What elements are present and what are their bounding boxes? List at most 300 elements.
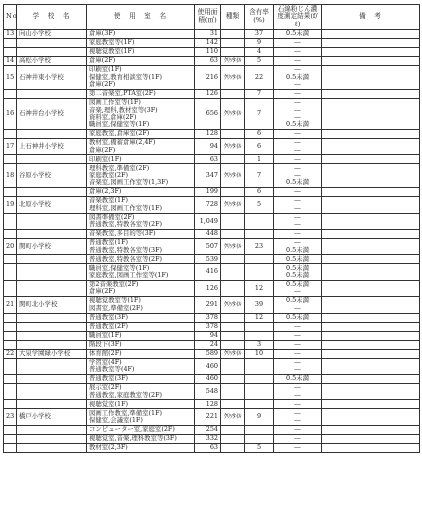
school-name bbox=[17, 322, 87, 331]
dust-result: ― bbox=[274, 443, 322, 452]
area-value: 460 bbox=[195, 358, 221, 374]
school-name bbox=[17, 229, 87, 238]
content-percent: 5 bbox=[245, 57, 274, 66]
content-percent bbox=[245, 358, 274, 374]
note-cell bbox=[322, 280, 420, 296]
note-cell bbox=[322, 255, 420, 264]
area-value: 378 bbox=[195, 322, 221, 331]
area-value: 221 bbox=[195, 409, 221, 425]
material-type bbox=[221, 322, 245, 331]
note-cell bbox=[322, 188, 420, 197]
note-cell bbox=[322, 138, 420, 154]
school-name bbox=[17, 400, 87, 409]
content-percent: 3 bbox=[245, 340, 274, 349]
content-percent bbox=[245, 434, 274, 443]
note-cell bbox=[322, 297, 420, 313]
room-name: 印刷室(1F) bbox=[87, 155, 195, 164]
school-name: 上石神井小学校 bbox=[17, 138, 87, 154]
row-number: 23 bbox=[4, 409, 17, 425]
room-name: 印刷室(1F) 保健室,教育相談室等(1F) 倉庫(2F) bbox=[87, 66, 195, 90]
material-type bbox=[221, 340, 245, 349]
table-header-row bbox=[4, 5, 420, 30]
dust-result: ― 0.5未満 bbox=[274, 238, 322, 254]
row-number bbox=[4, 229, 17, 238]
school-name bbox=[17, 331, 87, 340]
table-row bbox=[4, 155, 420, 164]
note-cell bbox=[322, 383, 420, 399]
row-number: 14 bbox=[4, 57, 17, 66]
room-name: 第二音楽室,PTA室(2F) bbox=[87, 89, 195, 98]
school-name: 関町北小学校 bbox=[17, 297, 87, 313]
table-row bbox=[4, 264, 420, 280]
table-row bbox=[4, 164, 420, 188]
table-row bbox=[4, 89, 420, 98]
school-name: 橋戸小学校 bbox=[17, 409, 87, 425]
note-cell bbox=[322, 197, 420, 213]
content-percent: 6 bbox=[245, 129, 274, 138]
note-cell bbox=[322, 238, 420, 254]
area-value: 589 bbox=[195, 349, 221, 358]
area-value: 63 bbox=[195, 155, 221, 164]
row-number: 20 bbox=[4, 238, 17, 254]
row-number bbox=[4, 331, 17, 340]
table-row bbox=[4, 229, 420, 238]
dust-result: ― bbox=[274, 434, 322, 443]
material-type bbox=[221, 229, 245, 238]
content-percent: 10 bbox=[245, 349, 274, 358]
table-row bbox=[4, 340, 420, 349]
table-row bbox=[4, 374, 420, 383]
note-cell bbox=[322, 48, 420, 57]
dust-result: ― bbox=[274, 229, 322, 238]
room-name: 倉庫(2,3F) bbox=[87, 188, 195, 197]
dust-result: ― bbox=[274, 89, 322, 98]
material-type bbox=[221, 400, 245, 409]
table-row bbox=[4, 409, 420, 425]
material-type bbox=[221, 39, 245, 48]
material-type bbox=[221, 425, 245, 434]
dust-result: 0.5未満 0.5未満 bbox=[274, 264, 322, 280]
dust-result: ― bbox=[274, 129, 322, 138]
content-percent bbox=[245, 383, 274, 399]
material-type bbox=[221, 434, 245, 443]
room-name: 職員室,保健室等(1F) 家庭教室,図画工作室等(1F) bbox=[87, 264, 195, 280]
header-no: No bbox=[4, 5, 17, 30]
material-type bbox=[221, 188, 245, 197]
table-row bbox=[4, 280, 420, 296]
table-row bbox=[4, 322, 420, 331]
note-cell bbox=[322, 98, 420, 129]
school-name bbox=[17, 255, 87, 264]
note-cell bbox=[322, 229, 420, 238]
material-type: ｸﾘｿﾀｲﾙ bbox=[221, 409, 245, 425]
content-percent: 7 bbox=[245, 164, 274, 188]
row-number: 17 bbox=[4, 138, 17, 154]
dust-result: ― bbox=[274, 155, 322, 164]
table-row bbox=[4, 443, 420, 452]
note-cell bbox=[322, 400, 420, 409]
row-number bbox=[4, 374, 17, 383]
dust-result: ― ― bbox=[274, 409, 322, 425]
room-name: 理科教室,準備室(2F) 家庭教室(2F) 音楽室,図画工作室等(1,3F) bbox=[87, 164, 195, 188]
area-value: 216 bbox=[195, 66, 221, 90]
row-number bbox=[4, 280, 17, 296]
school-name bbox=[17, 89, 87, 98]
room-name: 普通教室(3F) bbox=[87, 313, 195, 322]
row-number bbox=[4, 213, 17, 229]
note-cell bbox=[322, 89, 420, 98]
room-name: 職員室(1F) bbox=[87, 331, 195, 340]
header-result: 石綿粉じん濃度測定結果(f/ℓ) bbox=[274, 5, 322, 30]
content-percent bbox=[245, 400, 274, 409]
material-type bbox=[221, 383, 245, 399]
note-cell bbox=[322, 155, 420, 164]
table-row bbox=[4, 349, 420, 358]
content-percent bbox=[245, 374, 274, 383]
content-percent: 1 bbox=[245, 155, 274, 164]
note-cell bbox=[322, 331, 420, 340]
school-name bbox=[17, 383, 87, 399]
row-number bbox=[4, 443, 17, 452]
school-name: 高松小学校 bbox=[17, 57, 87, 66]
content-percent: 37 bbox=[245, 30, 274, 39]
content-percent: 39 bbox=[245, 297, 274, 313]
table-row bbox=[4, 197, 420, 213]
dust-result: ― ― bbox=[274, 213, 322, 229]
note-cell bbox=[322, 39, 420, 48]
school-name: 石神井台小学校 bbox=[17, 98, 87, 129]
material-type bbox=[221, 255, 245, 264]
material-type: ｸﾘｿﾀｲﾙ bbox=[221, 66, 245, 90]
area-value: 128 bbox=[195, 400, 221, 409]
room-name: 教材室,備蓄倉庫(2,4F) 倉庫(2F) bbox=[87, 138, 195, 154]
note-cell bbox=[322, 66, 420, 90]
school-name bbox=[17, 340, 87, 349]
note-cell bbox=[322, 434, 420, 443]
note-cell bbox=[322, 129, 420, 138]
area-value: 110 bbox=[195, 48, 221, 57]
content-percent bbox=[245, 331, 274, 340]
area-value: 460 bbox=[195, 374, 221, 383]
school-name: 石神井東小学校 bbox=[17, 66, 87, 90]
area-value: 347 bbox=[195, 164, 221, 188]
content-percent bbox=[245, 425, 274, 434]
area-value: 199 bbox=[195, 188, 221, 197]
dust-result: ― bbox=[274, 340, 322, 349]
dust-result: 0.5未満 bbox=[274, 30, 322, 39]
note-cell bbox=[322, 57, 420, 66]
school-name: 関町小学校 bbox=[17, 238, 87, 254]
note-cell bbox=[322, 322, 420, 331]
dust-result: ― bbox=[274, 322, 322, 331]
row-number: 22 bbox=[4, 349, 17, 358]
header-note: 備 考 bbox=[322, 5, 420, 30]
dust-result: ― ― bbox=[274, 383, 322, 399]
room-name: 図画工作室等(1F) 音楽,理科,教材室等(3F) 資料室,倉庫(2F) 職員室,保健室等(1F) bbox=[87, 98, 195, 129]
material-type bbox=[221, 358, 245, 374]
table-row bbox=[4, 39, 420, 48]
material-type bbox=[221, 374, 245, 383]
row-number: 16 bbox=[4, 98, 17, 129]
material-type bbox=[221, 48, 245, 57]
header-school: 学 校 名 bbox=[17, 5, 87, 30]
note-cell bbox=[322, 443, 420, 452]
table-row bbox=[4, 434, 420, 443]
content-percent bbox=[245, 264, 274, 280]
table-row bbox=[4, 297, 420, 313]
school-name: 谷原小学校 bbox=[17, 164, 87, 188]
content-percent bbox=[245, 213, 274, 229]
content-percent: 22 bbox=[245, 66, 274, 90]
school-name bbox=[17, 39, 87, 48]
room-name: コンピューター室,家庭室(2F) bbox=[87, 425, 195, 434]
area-value: 94 bbox=[195, 331, 221, 340]
asbestos-survey-table bbox=[3, 4, 420, 453]
school-name bbox=[17, 443, 87, 452]
area-value: 728 bbox=[195, 197, 221, 213]
material-type bbox=[221, 443, 245, 452]
row-number bbox=[4, 322, 17, 331]
note-cell bbox=[322, 349, 420, 358]
area-value: 507 bbox=[195, 238, 221, 254]
content-percent: 12 bbox=[245, 280, 274, 296]
area-value: 254 bbox=[195, 425, 221, 434]
area-value: 332 bbox=[195, 434, 221, 443]
area-value: 31 bbox=[195, 30, 221, 39]
note-cell bbox=[322, 30, 420, 39]
area-value: 539 bbox=[195, 255, 221, 264]
material-type bbox=[221, 313, 245, 322]
row-number bbox=[4, 400, 17, 409]
room-name: 視聴覚教室(1F) bbox=[87, 48, 195, 57]
dust-result: ― bbox=[274, 39, 322, 48]
school-name bbox=[17, 313, 87, 322]
material-type: ｸﾘｿﾀｲﾙ bbox=[221, 98, 245, 129]
area-value: 656 bbox=[195, 98, 221, 129]
school-name bbox=[17, 358, 87, 374]
table-row bbox=[4, 238, 420, 254]
row-number: 15 bbox=[4, 66, 17, 90]
row-number bbox=[4, 48, 17, 57]
content-percent: 7 bbox=[245, 89, 274, 98]
row-number bbox=[4, 425, 17, 434]
note-cell bbox=[322, 425, 420, 434]
dust-result: ― bbox=[274, 425, 322, 434]
school-name bbox=[17, 425, 87, 434]
table-row bbox=[4, 138, 420, 154]
material-type bbox=[221, 280, 245, 296]
note-cell bbox=[322, 313, 420, 322]
table-row bbox=[4, 255, 420, 264]
area-value: 126 bbox=[195, 280, 221, 296]
school-name bbox=[17, 188, 87, 197]
dust-result: ― 0.5未満 ― bbox=[274, 66, 322, 90]
school-name: 大泉学園緑小学校 bbox=[17, 349, 87, 358]
row-number bbox=[4, 39, 17, 48]
area-value: 378 bbox=[195, 313, 221, 322]
school-name bbox=[17, 213, 87, 229]
room-name: 普通教室,特教各室等(2F) bbox=[87, 255, 195, 264]
table-row bbox=[4, 213, 420, 229]
table-row bbox=[4, 358, 420, 374]
dust-result: 0.5未満 ― bbox=[274, 280, 322, 296]
content-percent: 9 bbox=[245, 39, 274, 48]
content-percent: 6 bbox=[245, 188, 274, 197]
material-type: ｸﾘｿﾀｲﾙ bbox=[221, 164, 245, 188]
table-row bbox=[4, 57, 420, 66]
row-number bbox=[4, 89, 17, 98]
school-name: 北原小学校 bbox=[17, 197, 87, 213]
note-cell bbox=[322, 358, 420, 374]
material-type bbox=[221, 264, 245, 280]
school-name: 向山小学校 bbox=[17, 30, 87, 39]
school-name bbox=[17, 129, 87, 138]
dust-result: ― bbox=[274, 400, 322, 409]
content-percent: 5 bbox=[245, 197, 274, 213]
area-value: 142 bbox=[195, 39, 221, 48]
material-type bbox=[221, 213, 245, 229]
area-value: 448 bbox=[195, 229, 221, 238]
material-type bbox=[221, 30, 245, 39]
area-value: 548 bbox=[195, 383, 221, 399]
content-percent bbox=[245, 322, 274, 331]
row-number bbox=[4, 434, 17, 443]
row-number bbox=[4, 188, 17, 197]
dust-result: ― ― bbox=[274, 138, 322, 154]
material-type: ｸﾘｿﾀｲﾙ bbox=[221, 349, 245, 358]
area-value: 126 bbox=[195, 89, 221, 98]
material-type bbox=[221, 129, 245, 138]
room-name: 視聴覚室(1F) bbox=[87, 400, 195, 409]
dust-result: 0.5未満 ― bbox=[274, 297, 322, 313]
row-number bbox=[4, 155, 17, 164]
row-number: 13 bbox=[4, 30, 17, 39]
row-number bbox=[4, 313, 17, 322]
row-number bbox=[4, 340, 17, 349]
dust-result: ― bbox=[274, 188, 322, 197]
area-value: 1,049 bbox=[195, 213, 221, 229]
material-type: ｸﾘｿﾀｲﾙ bbox=[221, 297, 245, 313]
content-percent: 4 bbox=[245, 48, 274, 57]
room-name: 体育館(2F) bbox=[87, 349, 195, 358]
room-name: 音楽教室(1F) 理科室,図画工作室等(1F) bbox=[87, 197, 195, 213]
content-percent bbox=[245, 229, 274, 238]
header-area: 使用面積(㎡) bbox=[195, 5, 221, 30]
table-row bbox=[4, 66, 420, 90]
table-row bbox=[4, 188, 420, 197]
room-name: 視聴覚室,音楽,理科教室等(3F) bbox=[87, 434, 195, 443]
table-row bbox=[4, 30, 420, 39]
note-cell bbox=[322, 374, 420, 383]
row-number: 18 bbox=[4, 164, 17, 188]
room-name: 図書準備室(2F) 普通教室,特教各室等(2F) bbox=[87, 213, 195, 229]
dust-result: 0.5未満 bbox=[274, 374, 322, 383]
room-name: 第2音楽教室(2F) 倉庫(2F) bbox=[87, 280, 195, 296]
room-name: 学習室(4F) 普通教室等(4F) bbox=[87, 358, 195, 374]
note-cell bbox=[322, 409, 420, 425]
school-name bbox=[17, 434, 87, 443]
area-value: 128 bbox=[195, 129, 221, 138]
content-percent bbox=[245, 255, 274, 264]
table-row bbox=[4, 383, 420, 399]
header-room: 使 用 室 名 bbox=[87, 5, 195, 30]
room-name: 音楽教室,多目的等(3F) bbox=[87, 229, 195, 238]
area-value: 63 bbox=[195, 443, 221, 452]
row-number bbox=[4, 358, 17, 374]
row-number: 19 bbox=[4, 197, 17, 213]
content-percent: 12 bbox=[245, 313, 274, 322]
table-row bbox=[4, 400, 420, 409]
row-number bbox=[4, 264, 17, 280]
dust-result: ― ― bbox=[274, 358, 322, 374]
room-name: 普通教室(3F) bbox=[87, 374, 195, 383]
note-cell bbox=[322, 213, 420, 229]
dust-result: ― bbox=[274, 349, 322, 358]
room-name: 展示室(2F) 普通教室,家庭教室等(2F) bbox=[87, 383, 195, 399]
dust-result: ― bbox=[274, 331, 322, 340]
content-percent: 6 bbox=[245, 138, 274, 154]
table-row bbox=[4, 331, 420, 340]
area-value: 63 bbox=[195, 57, 221, 66]
room-name: 家庭教室,倉庫室(2F) bbox=[87, 129, 195, 138]
room-name: 普通教室(2F) bbox=[87, 322, 195, 331]
row-number bbox=[4, 255, 17, 264]
header-pct: 含有率(%) bbox=[245, 5, 274, 30]
material-type: ｸﾘｿﾀｲﾙ bbox=[221, 138, 245, 154]
table-row bbox=[4, 98, 420, 129]
material-type: ｸﾘｿﾀｲﾙ bbox=[221, 57, 245, 66]
content-percent: 5 bbox=[245, 443, 274, 452]
table-row bbox=[4, 425, 420, 434]
area-value: 291 bbox=[195, 297, 221, 313]
area-value: 94 bbox=[195, 138, 221, 154]
room-name: 階段下(3F) bbox=[87, 340, 195, 349]
area-value: 24 bbox=[195, 340, 221, 349]
row-number: 21 bbox=[4, 297, 17, 313]
content-percent: 7 bbox=[245, 98, 274, 129]
school-name bbox=[17, 264, 87, 280]
material-type bbox=[221, 89, 245, 98]
room-name: 家庭教室等(1F) bbox=[87, 39, 195, 48]
dust-result: ― bbox=[274, 48, 322, 57]
content-percent: 23 bbox=[245, 238, 274, 254]
dust-result: ― ― 0.5未満 bbox=[274, 164, 322, 188]
material-type bbox=[221, 155, 245, 164]
school-name bbox=[17, 374, 87, 383]
row-number bbox=[4, 383, 17, 399]
table-row bbox=[4, 48, 420, 57]
room-name: 図画工作教室,準備室(1F) 保健室,会議室(1F) bbox=[87, 409, 195, 425]
note-cell bbox=[322, 340, 420, 349]
dust-result: 0.5未満 bbox=[274, 255, 322, 264]
table-row bbox=[4, 129, 420, 138]
table-body bbox=[4, 30, 420, 453]
content-percent: 9 bbox=[245, 409, 274, 425]
note-cell bbox=[322, 264, 420, 280]
school-name bbox=[17, 280, 87, 296]
room-name: 倉庫(3F) bbox=[87, 30, 195, 39]
room-name: 視聴覚教室等(1F) 図書室,準備室(2F) bbox=[87, 297, 195, 313]
document-page bbox=[3, 4, 419, 453]
note-cell bbox=[322, 164, 420, 188]
table-row bbox=[4, 313, 420, 322]
dust-result: ― ― bbox=[274, 197, 322, 213]
school-name bbox=[17, 155, 87, 164]
dust-result: ― bbox=[274, 57, 322, 66]
row-number bbox=[4, 129, 17, 138]
area-value: 416 bbox=[195, 264, 221, 280]
room-name: 倉庫(2F) bbox=[87, 57, 195, 66]
